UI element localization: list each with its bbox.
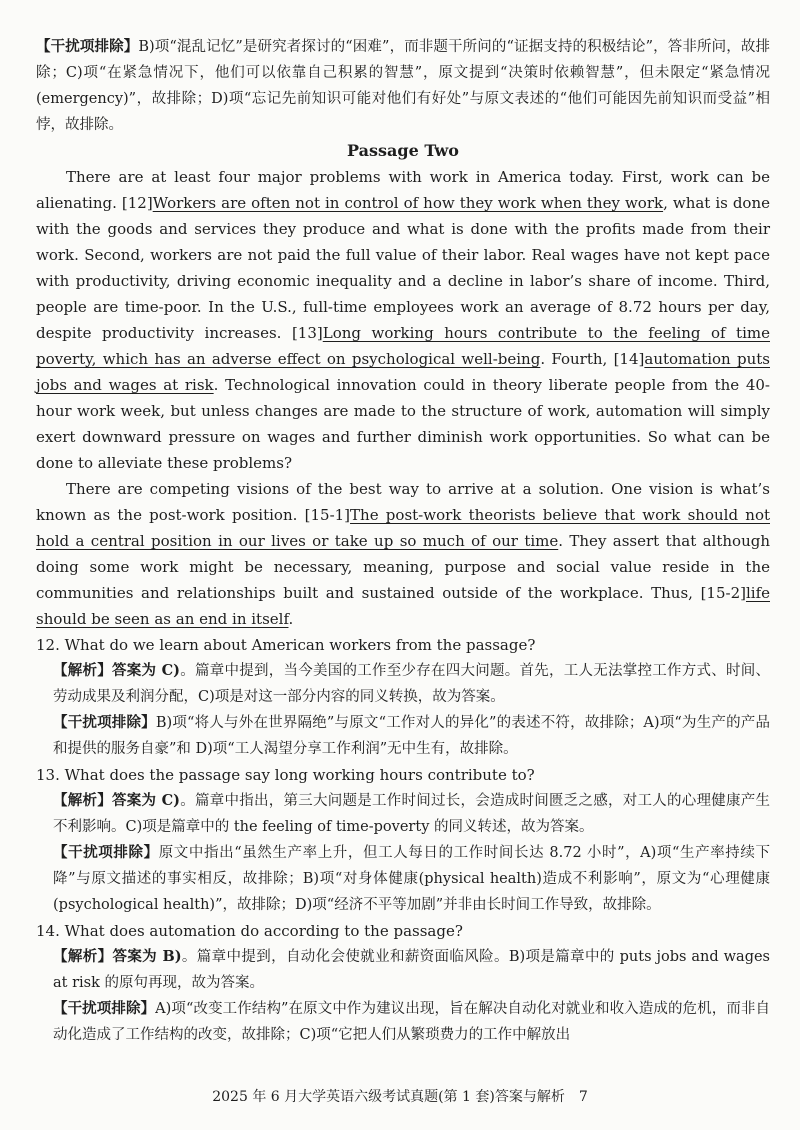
analysis-text: 。篇章中指出，第三大问题是工作时间过长，会造成时间匮乏之感，对工人的心理健康产生不利影响。C)项是篇章中的 the feeling of time-poverty 的同义转述，故为答案。 (53, 793, 771, 835)
intro-text: B)项“混乱记忆”是研究者探讨的“困难”，而非题干所问的“证据支持的积极结论”，答非所问，故排除；C)项“在紧急情况下，他们可以依靠自己积累的智慧”，原文提到“决策时依赖智慧”，但未限定“紧急情况(emergency)”，故排除；D)项“忘记先前知识可能对他们有好处”与原文表述的“他们可能因先前知识而受益”相悖，故排除。 (36, 39, 770, 133)
text: . They assert that although doing some work might be necessary, meaning, purpose and social value reside in the communities and relationships built and sustained outside of the workplace. Thus, (36, 532, 770, 602)
text: . Technological innovation could in theory liberate people from the 40-hour work week, but unless changes are made to the structure of work, automation will simply exert downward pressure on wages and further diminish work opportunities. So what can be done to alleviate these problems? (36, 376, 770, 472)
text: . Fourth, (540, 350, 614, 368)
distractor-tag: 【干扰项排除】 (53, 844, 159, 861)
text: , what is done with the goods and services they produce and what is done with the profits made from their work. Second, workers are not paid the full value of their labor. Real wages have not kept pace with productivity, driving economic inequality and a decline in labor’s share of income. Third, people are time-poor. In the U.S., full-time employees work an average of 8.72 hours per day, despite productivity increases. (36, 194, 770, 342)
distractor-tag: 【干扰项排除】 (53, 714, 156, 731)
analysis-text: 。篇章中提到，自动化会使就业和薪资面临风险。B)项是篇章中的 puts jobs and wages at risk 的原句再现，故为答案。 (53, 949, 771, 991)
distractor-12 (36, 710, 770, 762)
marker: [15-2] (700, 584, 746, 602)
answer: 答案为 C) (112, 792, 180, 809)
text: There are at least four major problems with work in America today. First, work can be alienating. (36, 168, 770, 212)
analysis-tag: 【解析】 (53, 948, 113, 965)
intro-tag: 【干扰项排除】 (36, 38, 139, 55)
marker: [13] (291, 324, 323, 342)
text: . (288, 610, 294, 628)
analysis-tag: 【解析】 (53, 792, 113, 809)
question-13: 13. What does the passage say long working hours contribute to? (36, 766, 535, 784)
answer: 答案为 C) (112, 662, 180, 679)
analysis-13 (36, 788, 770, 840)
underlined-sentence: life should be seen as an end in itself (36, 584, 770, 628)
underlined-sentence: Workers are often not in control of how they work when they work (152, 194, 664, 212)
analysis-text: 。篇章中提到，当今美国的工作至少存在四大问题。首先，工人无法掌控工作方式、时间、劳动成果及利润分配，C)项是对这一部分内容的同义转换，故为答案。 (53, 663, 771, 705)
marker: [14] (613, 350, 645, 368)
distractor-text: A)项“改变工作结构”在原文中作为建议出现，旨在解决自动化对就业和收入造成的危机，而非自动化造成了工作结构的改变，故排除；C)项“它把人们从繁琐费力的工作中解放出 (53, 1001, 771, 1043)
distractor-14 (36, 996, 770, 1048)
distractor-text: 原文中指出“虽然生产率上升，但工人每日的工作时间长达 8.72 小时”，A)项“生产率持续下降”与原文描述的事实相反，故排除；B)项“对身体健康(physical health)造成不利影响”，原文为“心理健康(psychological health)”，故排除；D)项“经济不平等加剧”并非由长时间工作导致，故排除。 (53, 845, 771, 913)
distractor-13 (36, 840, 770, 918)
text: There are competing visions of the best way to arrive at a solution. One vision is what’s known as the post-work position. (36, 480, 770, 524)
answer: 答案为 B) (112, 948, 182, 965)
intro-paragraph (36, 34, 770, 138)
marker: [15-1] (304, 506, 351, 524)
distractor-text: B)项“将人与外在世界隔绝”与原文“工作对人的异化”的表述不符，故排除；A)项“为生产的产品和提供的服务自豪”和 D)项“工人渴望分享工作利润”无中生有，故排除。 (53, 715, 770, 757)
question-12: 12. What do we learn about American workers from the passage? (36, 636, 536, 654)
passage-paragraph-2 (36, 476, 770, 632)
underlined-sentence: The post-work theorists believe that work should not hold a central position in our lives or take up so much of our time (36, 506, 770, 550)
analysis-14 (36, 944, 770, 996)
distractor-tag: 【干扰项排除】 (53, 1000, 156, 1017)
passage-title: Passage Two (347, 141, 459, 160)
marker: [12] (121, 194, 153, 212)
underlined-sentence: automation puts jobs and wages at risk (36, 350, 770, 394)
page (36, 34, 770, 1048)
passage-paragraph-1 (36, 164, 770, 476)
underlined-sentence: Long working hours contribute to the feeling of time poverty, which has an adverse effect on psychological well-being (36, 324, 770, 368)
question-14: 14. What does automation do according to the passage? (36, 922, 463, 940)
analysis-tag: 【解析】 (53, 662, 113, 679)
analysis-12 (36, 658, 770, 710)
page-footer: 2025 年 6 月大学英语六级考试真题(第 1 套)答案与解析 7 (212, 1089, 588, 1105)
